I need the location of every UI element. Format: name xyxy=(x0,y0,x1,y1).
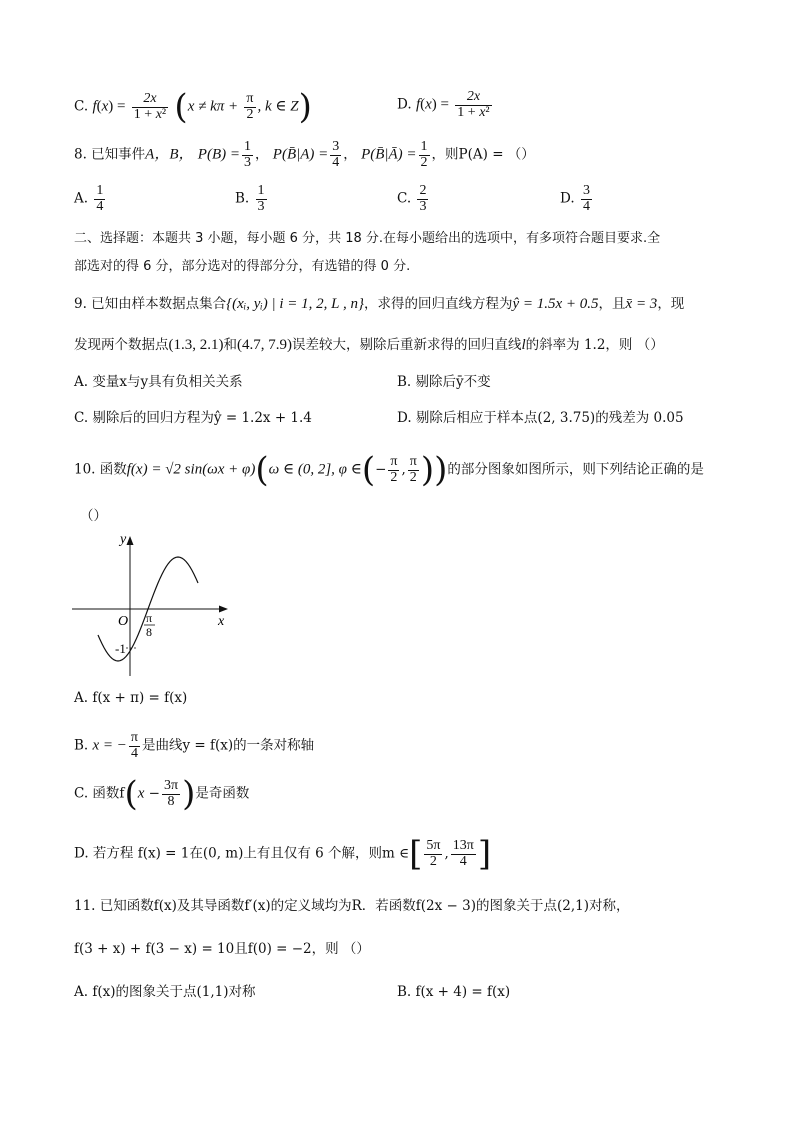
q8-option-c-den: 3 xyxy=(419,198,427,214)
q11-option-a: A. f(x)的图象关于点(1,1)对称 xyxy=(74,984,256,1000)
q9-stem-tail: ，现 xyxy=(657,296,685,312)
q10-option-b-tail: 是曲线y = f(x)的一条对称轴 xyxy=(142,737,315,754)
q9-line2-tail: 的斜率为 1.2，则 （） xyxy=(525,337,664,353)
q10-option-d-text: D. 若方程 f(x) = 1在(0, m)上有且仅有 6 个解，则m ∈ xyxy=(74,845,410,862)
tick-den-label: 8 xyxy=(146,625,152,639)
q8-option-a xyxy=(74,184,107,214)
x-axis-label: x xyxy=(218,614,225,629)
q10-option-c: C. 函数f(x − $\frac{3\pi}{8}$ )是奇函数 xyxy=(74,774,250,814)
q7-option-c-fraction: $\frac{2x}{\text{1 + x²}}$ xyxy=(133,90,167,122)
x-axis-arrow-icon xyxy=(219,606,228,613)
tick-pi-label: π xyxy=(146,611,153,625)
q10-option-a: A. f(x + π) = f(x) xyxy=(74,690,188,706)
q8-option-a-den: 4 xyxy=(96,198,104,214)
q10-stem-tail: 的部分图象如图所示，则下列结论正确的是 xyxy=(447,461,704,478)
q8-option-b-label: B. xyxy=(235,190,250,207)
q10-condition: ω ∈ (0, 2], φ ∈ xyxy=(268,461,362,478)
q7-option-c-condition-tail: , k ∈ Z xyxy=(257,98,299,115)
q8-prob-b-given-not-a: P(B̄|Ā) = xyxy=(361,146,417,163)
q9-stem-and: ，且 xyxy=(598,296,626,312)
q10-stem-intro: 10. 函数 xyxy=(74,461,127,478)
q8-option-b xyxy=(235,184,269,214)
q9-option-d: D. 剔除后相应于样本点(2, 3.75)的残差为 0.05 xyxy=(397,410,684,426)
q9-sample-set: {(xᵢ, yᵢ) | i = 1, 2, L , n} xyxy=(226,296,364,312)
q9-option-b: B. 剔除后ȳ不变 xyxy=(397,374,491,390)
q9-stem-intro: 9. 已知由样本数据点集合 xyxy=(74,296,227,312)
q10-option-b-label: B. xyxy=(74,737,89,754)
q8-option-b-den: 3 xyxy=(257,198,265,214)
q10-function: f(x) = √2 sin(ωx + φ) xyxy=(126,461,256,478)
q10-option-b: B. x = − $\frac{\pi}{4}$ 是曲线y = f(x)的一条对称轴 xyxy=(74,730,315,761)
q8-prob-b: P(B) = xyxy=(197,146,240,163)
q9-stem-mid: ，求得的回归直线方程为 xyxy=(363,296,513,312)
q8-option-d-num: 3 xyxy=(582,183,590,198)
q11-option-b: B. f(x + 4) = f(x) xyxy=(397,984,511,1000)
q10-option-b-x: x = − xyxy=(92,737,127,754)
q9-stem-line1 xyxy=(74,295,684,313)
q9-point1: (1.3, 2.1) xyxy=(168,337,224,353)
q8-stem-prefix: 8. 已知事件 xyxy=(74,146,146,163)
q8-option-c-num: 2 xyxy=(419,183,427,198)
q9-option-a: A. 变量x与y具有负相关关系 xyxy=(74,374,243,390)
q7-option-d-label: D. xyxy=(397,96,412,113)
y-axis-label: y xyxy=(120,532,127,547)
q9-x-mean: x̄ = 3 xyxy=(625,296,658,312)
q7-option-c-label: C. xyxy=(74,98,89,115)
q10-graph xyxy=(68,530,238,680)
min-value-label: -1 xyxy=(115,641,126,656)
q8-option-d-den: 4 xyxy=(582,198,590,214)
q10-stem: 10. 函数f(x) = √2 sin(ωx + φ)(ω ∈ (0, 2], φ ∈(− $\frac{\pi}{2}$ , $\frac{\pi}{2}$ ))的部分图象如图所示，则下列结论正确的是 xyxy=(74,450,704,490)
y-axis-arrow-icon xyxy=(127,536,134,545)
q10-answer-paren: （） xyxy=(80,508,107,524)
q8-option-c xyxy=(397,184,430,214)
q8-option-a-num: 1 xyxy=(96,183,104,198)
origin-label: O xyxy=(118,614,129,629)
q9-line2-and: 和 xyxy=(223,337,237,353)
q11-stem-line2: f(3 + x) + f(3 − x) = 10且f(0) = −2，则 （） xyxy=(74,941,370,957)
q8-prob-b-given-a: P(B̄|A) = xyxy=(272,146,329,163)
q10-option-c-tail: 是奇函数 xyxy=(195,785,250,802)
q9-line2-mid: 误差较大，剔除后重新求得的回归直线 xyxy=(292,337,522,353)
q8-option-a-label: A. xyxy=(74,190,89,207)
q10-option-c-prefix: C. 函数f xyxy=(74,785,125,802)
q8-stem-events: A，B， xyxy=(145,146,194,163)
q9-stem-line2 xyxy=(74,336,664,354)
q8-stem: 8. 已知事件A，B， P(B) = $\frac{1}{3}$ ， P(B̄|A) = $\frac{3}{4}$ ， P(B̄|Ā) = $\frac{1}{2}$ ，则P(A) = （） xyxy=(74,139,535,170)
q9-line2-intro: 发现两个数据点 xyxy=(74,337,169,353)
q8-option-d-label: D. xyxy=(560,190,575,207)
q9-option-c: C. 剔除后的回归方程为ŷ = 1.2x + 1.4 xyxy=(74,410,312,426)
q7-option-d: D. f(x) = $\frac{2x}{\text{1 + x²}}$ xyxy=(397,89,490,120)
q7-option-c: C. f(x) = $\frac{2x}{\text{1 + x²}}$ (x ≠ kπ + $\frac{\pi}{2}$ , k ∈ Z) xyxy=(74,87,312,127)
q8-stem-tail: ，则P(A) = （） xyxy=(431,146,535,163)
q8-option-b-num: 1 xyxy=(257,183,265,198)
q9-point2: (4.7, 7.9) xyxy=(237,337,292,353)
q11-stem-line1: 11. 已知函数f(x)及其导函数f′(x)的定义域均为R．若函数f(2x − 3)的图象关于点(2,1)对称， xyxy=(74,898,630,914)
q8-option-c-label: C. xyxy=(397,190,412,207)
q8-option-d xyxy=(560,184,594,214)
section2-line1: 二、选择题：本题共 3 小题，每小题 6 分，共 18 分.在每小题给出的选项中，有多项符合题目要求.全 xyxy=(74,231,661,246)
section2-line2: 部选对的得 6 分，部分选对的得部分分，有选错的得 0 分. xyxy=(74,259,411,274)
q9-line-l: l xyxy=(521,337,526,353)
q9-regression-eq: ŷ = 1.5x + 0.5 xyxy=(512,296,599,312)
q10-option-d: D. 若方程 f(x) = 1在(0, m)上有且仅有 6 个解，则m ∈[ $\frac{5\pi}{2}$ , $\frac{13\pi}{4}$ ] xyxy=(74,834,492,874)
q7-option-c-condition: x ≠ kπ + xyxy=(187,98,239,115)
